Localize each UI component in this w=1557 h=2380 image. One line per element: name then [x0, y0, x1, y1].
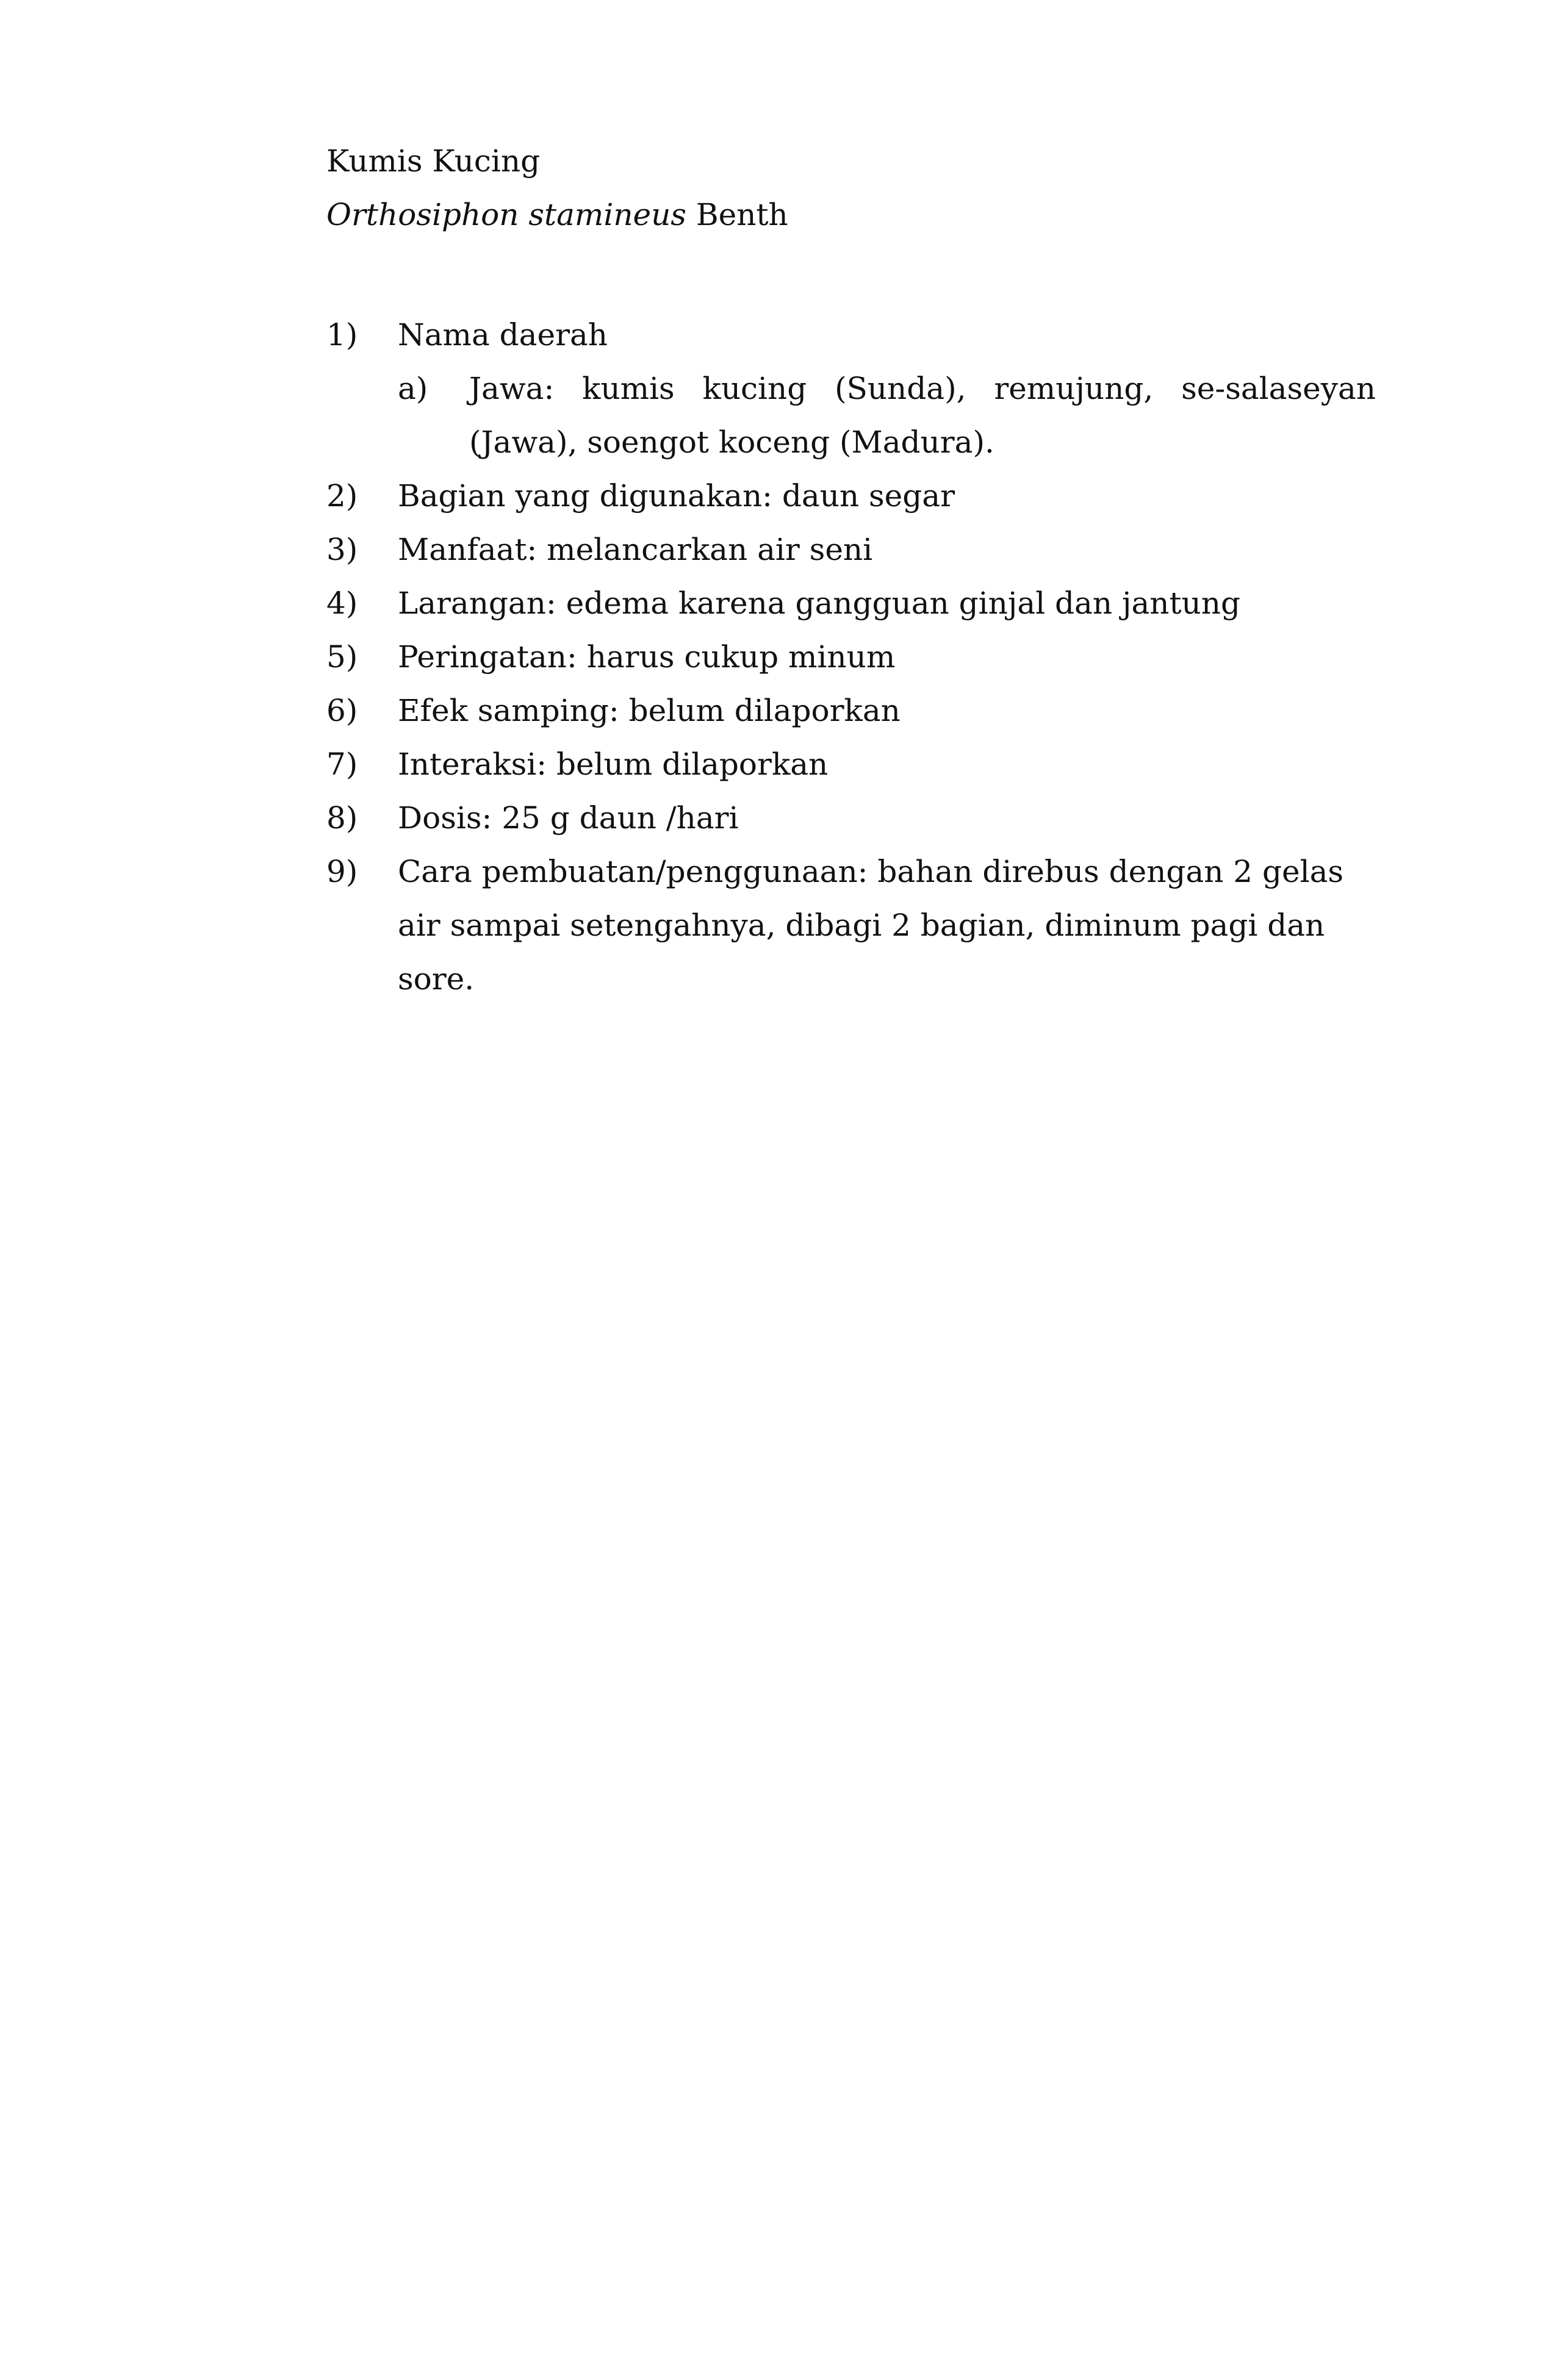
item-number: 3) — [326, 532, 358, 567]
list-item — [326, 308, 1376, 469]
monograph-list — [326, 308, 1376, 1006]
plant-common-name: Kumis Kucing — [326, 143, 541, 179]
item-number: 8) — [326, 800, 358, 836]
list-item — [326, 630, 1376, 684]
list-item — [326, 684, 1376, 737]
item-number: 5) — [326, 639, 358, 675]
item-text: Peringatan: harus cukup minum — [398, 639, 896, 675]
plant-scientific-name-line — [326, 188, 788, 242]
list-item — [326, 523, 1376, 576]
list-item — [326, 576, 1376, 630]
list-item — [326, 737, 1376, 791]
scientific-name: Orthosiphon stamineus — [326, 197, 686, 232]
list-item — [326, 469, 1376, 523]
item-text: Larangan: edema karena gangguan ginjal dan jantung — [398, 586, 1240, 621]
item-text: Manfaat: melancarkan air seni — [398, 532, 873, 567]
scientific-author: Benth — [696, 197, 788, 232]
item-text: Dosis: 25 g daun /hari — [398, 800, 739, 836]
item-text: Bagian yang digunakan: daun segar — [398, 478, 955, 514]
item-text: Nama daerah — [398, 317, 608, 353]
item-number: 2) — [326, 478, 358, 514]
list-item — [326, 791, 1376, 845]
item-number: 1) — [326, 317, 358, 353]
item-number: 6) — [326, 693, 358, 728]
sub-item-text: Jawa: kumis kucing (Sunda), remujung, se-salaseyan (Jawa), soengot koceng (Madura). — [469, 371, 1376, 460]
sub-item-letter: a) — [398, 371, 428, 406]
item-number: 4) — [326, 586, 358, 621]
item-text: Interaksi: belum dilaporkan — [398, 747, 829, 782]
item-text: Efek samping: belum dilaporkan — [398, 693, 901, 728]
list-item — [326, 845, 1376, 1006]
item-text: Cara pembuatan/penggunaan: bahan direbus dengan 2 gelas air sampai setengahnya, dibagi 2 bagian, diminum pagi dan sore. — [398, 854, 1344, 997]
item-number: 7) — [326, 747, 358, 782]
sub-list-item — [398, 362, 1376, 469]
item-number: 9) — [326, 854, 358, 889]
